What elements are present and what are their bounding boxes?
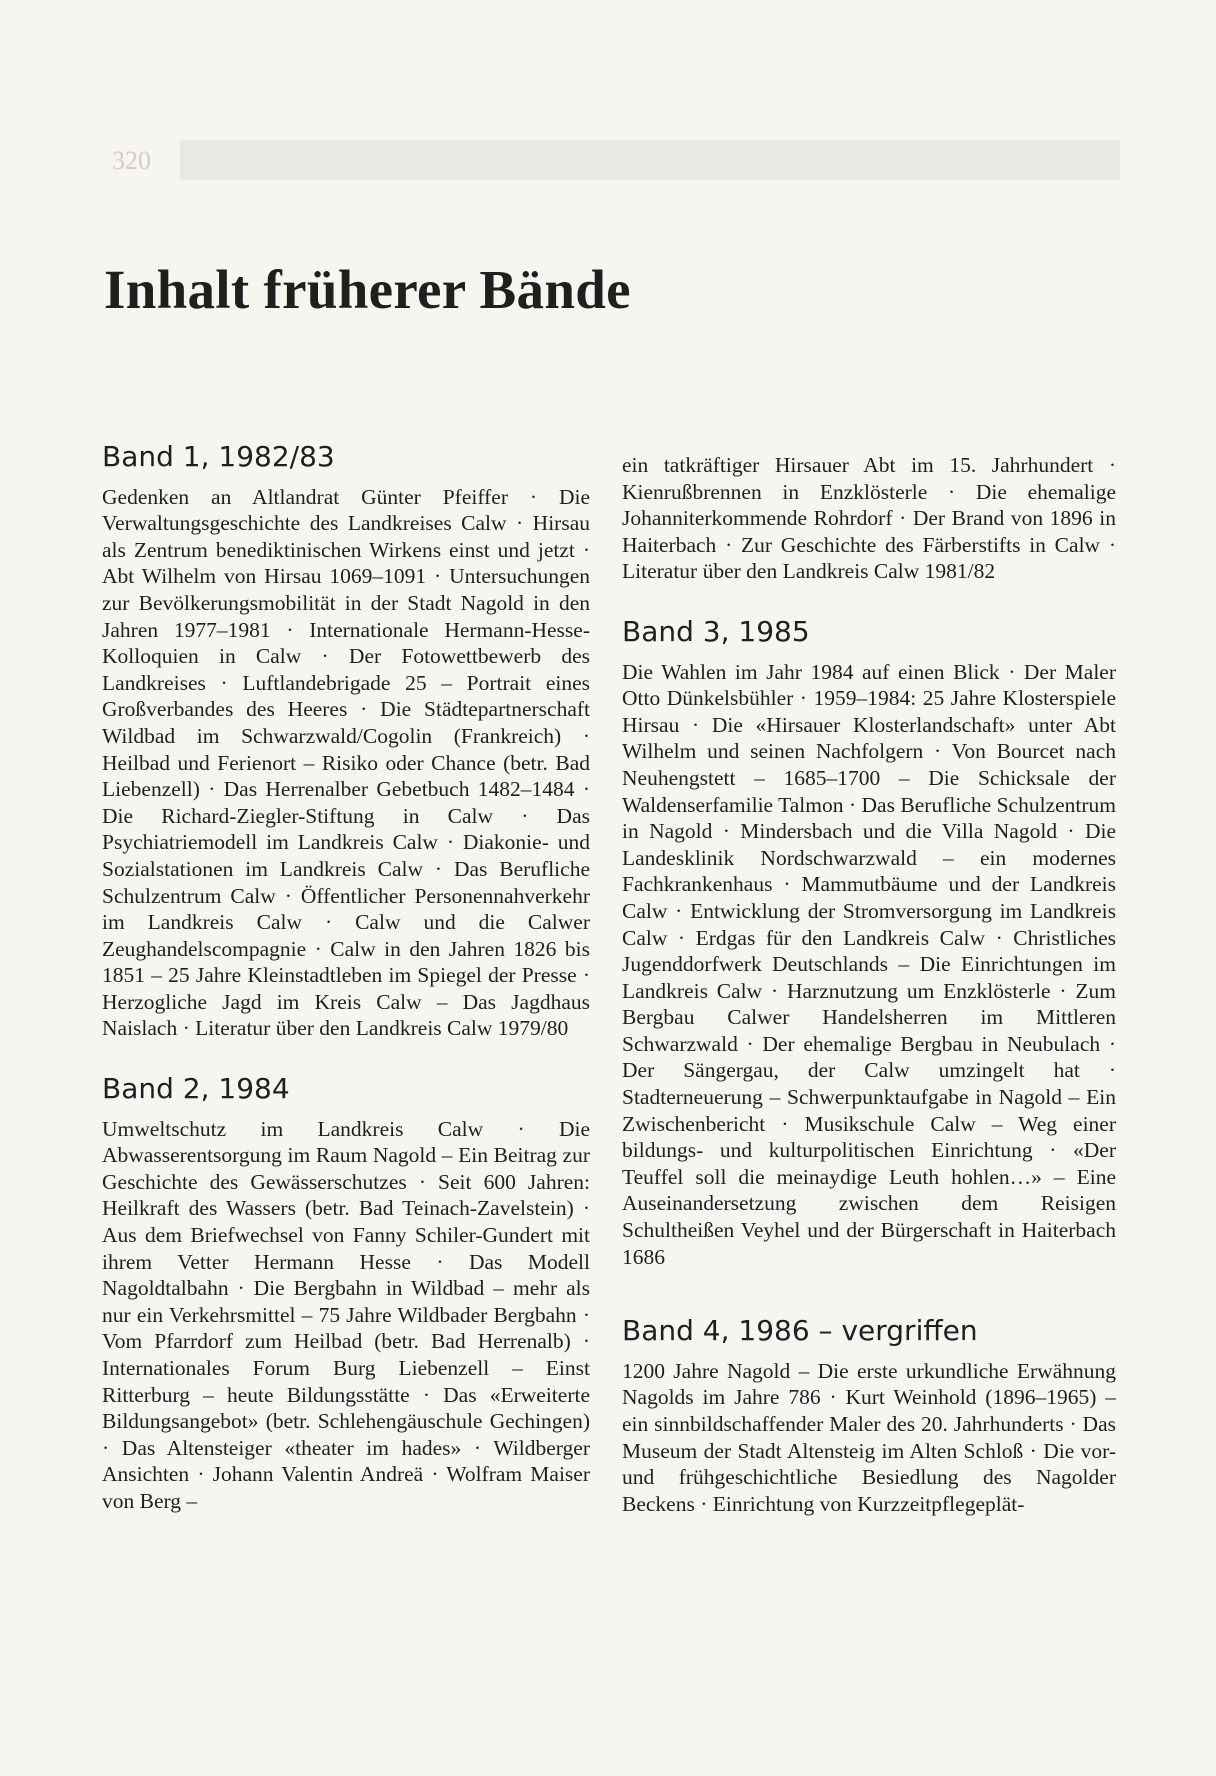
band-3-heading: Band 3, 1985 [622,614,810,648]
band-2-text-continued: ein tatkräftiger Hirsauer Abt im 15. Jahrhundert · Kienrußbrennen in Enzklösterle · Die ehemalige Johanniterkommende Rohrdorf · Der Brand von 1896 in Haiterbach · Zur Geschichte des Färberstifts in Calw · Literatur über den Landkreis Calw 1981/82 [622,453,1116,584]
page-number: 320 [112,146,151,175]
left-column [102,440,590,1515]
band-4-heading: Band 4, 1986 – vergriffen [622,1314,978,1348]
band-2-heading: Band 2, 1984 [102,1072,290,1106]
band-1-text: Gedenken an Altlandrat Günter Pfeiffer · Die Verwaltungsgeschichte des Landkreises Calw · Hirsau als Zentrum benediktinischen Wirkens einst und jetzt · Abt Wilhelm von Hirsau 1069–1091 · Untersuchungen zur Bevölkerungsmobilität in der Stadt Nagold in den Jahren 1977–1981 · Internationale Hermann-Hesse-Kolloquien in Calw · Der Fotowettbewerb des Landkreises · Luftlandebrigade 25 – Portrait eines Großverbandes des Heeres · Die Städtepartnerschaft Wildbad im Schwarzwald/Cogolin (Frankreich) · Heilbad und Ferienort – Risiko oder Chance (betr. Bad Liebenzell) · Das Herrenalber Gebetbuch 1482–1484 · Die Richard-Ziegler-Stiftung in Calw · Das Psychiatriemodell im Landkreis Calw · Diakonie- und Sozialstationen im Landkreis Calw · Das Berufliche Schulzentrum Calw · Öffentlicher Personennahverkehr im Landkreis Calw · Calw und die Calwer Zeughandelscompagnie · Calw in den Jahren 1826 bis 1851 – 25 Jahre Kleinstadtleben im Spiegel der Presse · Herzogliche Jagd im Kreis Calw – Das Jagdhaus Naislach · Literatur über den Landkreis Calw 1979/80 [102,484,590,1041]
band-2-text: Umweltschutz im Landkreis Calw · Die Abwasserentsorgung im Raum Nagold – Ein Beitrag zur Geschichte des Gewässerschutzes · Seit 600 Jahren: Heilkraft des Wassers (betr. Bad Teinach-Zavelstein) · Aus dem Briefwechsel von Fanny Schiler-Gundert mit ihrem Vetter Hermann Hesse · Das Modell Nagoldtalbahn · Die Bergbahn in Wildbad – mehr als nur ein Verkehrsmittel – 75 Jahre Wildbader Bergbahn · Vom Pfarrdorf zum Heilbad (betr. Bad Herrenalb) · Internationales Forum Burg Liebenzell – Einst Ritterburg – heute Bildungsstätte · Das «Erweiterte Bildungsangebot» (betr. Schlehengäuschule Gechingen) · Das Altensteiger «theater im hades» · Wildberger Ansichten · Johann Valentin Andreä · Wolfram Maiser von Berg – [102,1116,590,1513]
page-title: Inhalt früherer Bände [104,259,631,320]
band-4-text: 1200 Jahre Nagold – Die erste urkundliche Erwähnung Nagolds im Jahre 786 · Kurt Weinhold (1896–1965) – ein sinnbildschaffender Maler des 20. Jahrhunderts · Das Museum der Stadt Altensteig im Alten Schloß · Die vor- und frühgeschichtliche Besiedlung des Nagolder Beckens · Einrichtung von Kurzzeitpflegeplät- [622,1358,1116,1516]
running-header-bar [180,140,1120,180]
band-1-heading: Band 1, 1982/83 [102,440,335,473]
right-column [622,452,1116,1517]
band-3-text: Die Wahlen im Jahr 1984 auf einen Blick · Der Maler Otto Dünkelsbühler · 1959–1984: 25 Jahre Klosterspiele Hirsau · Die «Hirsauer Klosterlandschaft» unter Abt Wilhelm und seinen Nachfolgern · Von Bourcet nach Neuhengstett – 1685–1700 – Die Schicksale der Waldenserfamilie Talmon · Das Berufliche Schulzentrum in Nagold · Mindersbach und die Villa Nagold · Die Landesklinik Nordschwarzwald – ein modernes Fachkrankenhaus · Mammutbäume und der Landkreis Calw · Entwicklung der Stromversorgung im Landkreis Calw · Erdgas für den Landkreis Calw · Christliches Jugenddorfwerk Deutschlands – Die Einrichtungen im Landkreis Calw · Harznutzung um Enzklösterle · Zum Bergbau Calwer Handelsherren im Mittleren Schwarzwald · Der ehemalige Bergbau in Neubulach · Der Sängergau, der Calw umzingelt hat · Stadterneuerung – Schwerpunktaufgabe in Nagold – Ein Zwischenbericht · Musikschule Calw – Weg einer bildungs- und kulturpolitischen Einrichtung · «Der Teuffel soll die meinaydige Leuth hohlen…» – Eine Auseinandersetzung zwischen dem Reisigen Schultheißen Veyhel und der Bürgerschaft in Haiterbach 1686 [622,659,1116,1269]
